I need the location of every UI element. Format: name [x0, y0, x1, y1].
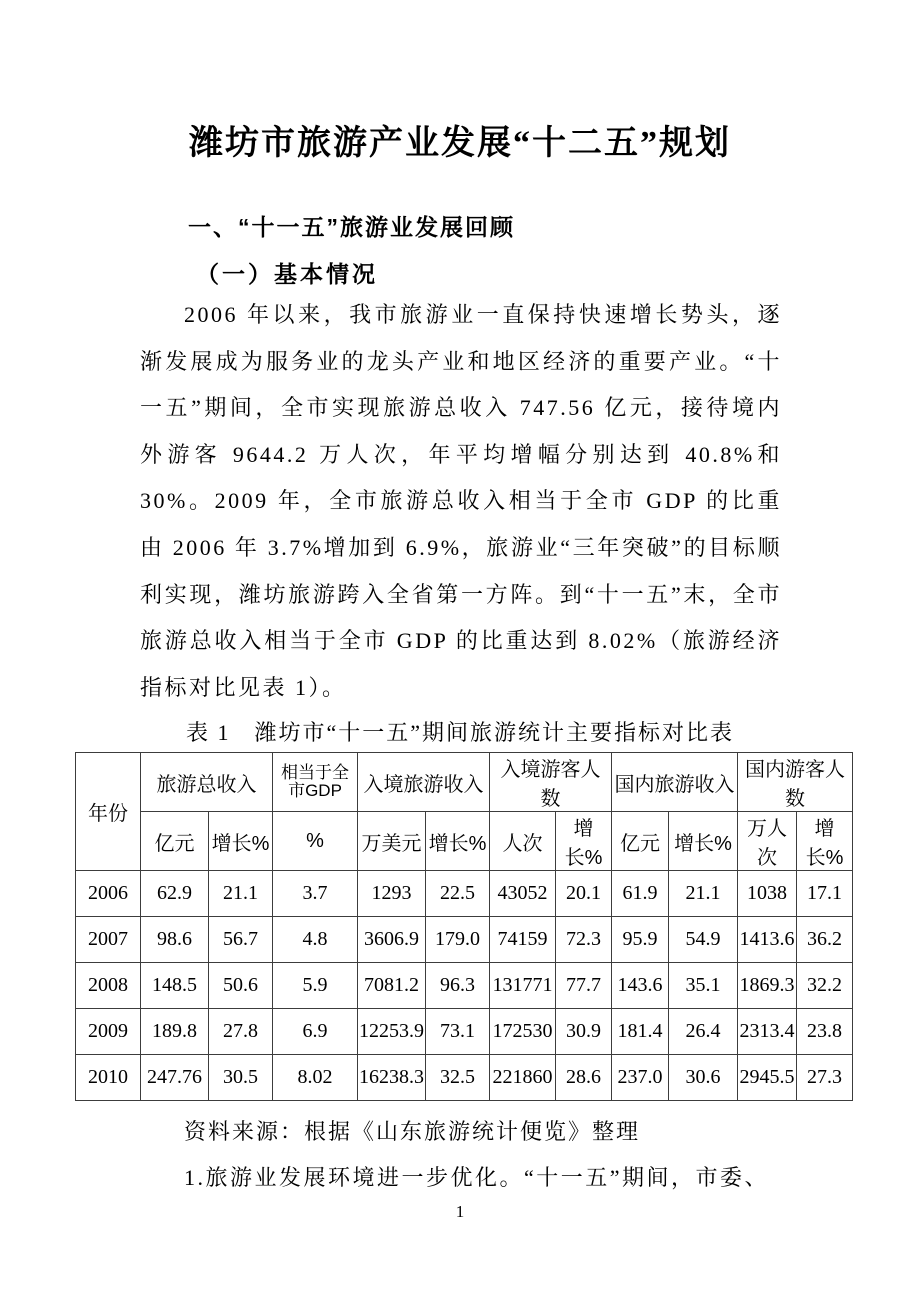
value-cell: 73.1	[426, 1009, 490, 1055]
value-cell: 143.6	[612, 963, 669, 1009]
sub-heading: （一）基本情况	[196, 262, 378, 287]
value-cell: 8.02	[273, 1055, 358, 1101]
value-cell: 62.9	[141, 871, 209, 917]
value-cell: 17.1	[797, 871, 853, 917]
col-header-domestic-revenue: 国内旅游收入	[612, 753, 738, 812]
unit-header: 增长%	[556, 812, 612, 871]
value-cell: 61.9	[612, 871, 669, 917]
table-row	[76, 963, 853, 1009]
value-cell: 12253.9	[358, 1009, 426, 1055]
unit-header: 万美元	[358, 812, 426, 871]
year-cell: 2007	[76, 917, 141, 963]
value-cell: 74159	[490, 917, 556, 963]
value-cell: 21.1	[209, 871, 273, 917]
value-cell: 27.3	[797, 1055, 853, 1101]
value-cell: 32.5	[426, 1055, 490, 1101]
unit-header: 亿元	[141, 812, 209, 871]
value-cell: 28.6	[556, 1055, 612, 1101]
unit-header: 增长%	[426, 812, 490, 871]
col-header-year: 年份	[76, 753, 141, 871]
value-cell: 54.9	[669, 917, 738, 963]
value-cell: 131771	[490, 963, 556, 1009]
value-cell: 237.0	[612, 1055, 669, 1101]
value-cell: 148.5	[141, 963, 209, 1009]
value-cell: 27.8	[209, 1009, 273, 1055]
value-cell: 72.3	[556, 917, 612, 963]
value-cell: 181.4	[612, 1009, 669, 1055]
value-cell: 36.2	[797, 917, 853, 963]
value-cell: 56.7	[209, 917, 273, 963]
value-cell: 2313.4	[738, 1009, 797, 1055]
source-note: 资料来源：根据《山东旅游统计便览》整理	[184, 1119, 641, 1145]
col-header-inbound-revenue: 入境旅游收入	[358, 753, 490, 812]
unit-header: 增长%	[669, 812, 738, 871]
unit-header: 增长%	[209, 812, 273, 871]
value-cell: 30.6	[669, 1055, 738, 1101]
value-cell: 30.9	[556, 1009, 612, 1055]
col-header-gdp-share: 相当于全市GDP	[273, 753, 358, 812]
table-row	[76, 1009, 853, 1055]
value-cell: 172530	[490, 1009, 556, 1055]
table-row	[76, 871, 853, 917]
value-cell: 3.7	[273, 871, 358, 917]
value-cell: 30.5	[209, 1055, 273, 1101]
year-cell: 2009	[76, 1009, 141, 1055]
year-cell: 2010	[76, 1055, 141, 1101]
page-number: 1	[455, 1202, 465, 1221]
unit-header: %	[273, 812, 358, 871]
value-cell: 26.4	[669, 1009, 738, 1055]
stats-table	[75, 752, 853, 1101]
value-cell: 247.76	[141, 1055, 209, 1101]
value-cell: 32.2	[797, 963, 853, 1009]
value-cell: 6.9	[273, 1009, 358, 1055]
value-cell: 2945.5	[738, 1055, 797, 1101]
body-paragraph: 2006 年以来，我市旅游业一直保持快速增长势头，逐渐发展成为服务业的龙头产业和地区经济的重要产业。“十一五”期间，全市实现旅游总收入 747.56 亿元，接待境内外游客 9644.2 万人次，年平均增幅分别达到 40.8%和 30%。2009 年，全市旅游总收入相当于全市 GDP 的比重由 2006 年 3.7%增加到 6.9%，旅游业“三年突破”的目标顺利实现，潍坊旅游跨入全省第一方阵。到“十一五”末，全市旅游总收入相当于全市 GDP 的比重达到 8.02%（旅游经济指标对比见表 1）。	[140, 302, 782, 700]
col-header-inbound-visitors: 入境游客人数	[490, 753, 612, 812]
value-cell: 1293	[358, 871, 426, 917]
value-cell: 23.8	[797, 1009, 853, 1055]
value-cell: 95.9	[612, 917, 669, 963]
section-heading: 一、“十一五”旅游业发展回顾	[188, 214, 515, 240]
value-cell: 50.6	[209, 963, 273, 1009]
value-cell: 3606.9	[358, 917, 426, 963]
value-cell: 4.8	[273, 917, 358, 963]
value-cell: 221860	[490, 1055, 556, 1101]
value-cell: 35.1	[669, 963, 738, 1009]
unit-header: 万人次	[738, 812, 797, 871]
value-cell: 98.6	[141, 917, 209, 963]
value-cell: 96.3	[426, 963, 490, 1009]
value-cell: 1869.3	[738, 963, 797, 1009]
value-cell: 1038	[738, 871, 797, 917]
col-header-total-revenue: 旅游总收入	[141, 753, 273, 812]
value-cell: 21.1	[669, 871, 738, 917]
value-cell: 5.9	[273, 963, 358, 1009]
value-cell: 20.1	[556, 871, 612, 917]
value-cell: 1413.6	[738, 917, 797, 963]
unit-header: 人次	[490, 812, 556, 871]
table-row	[76, 917, 853, 963]
year-cell: 2008	[76, 963, 141, 1009]
value-cell: 189.8	[141, 1009, 209, 1055]
value-cell: 16238.3	[358, 1055, 426, 1101]
col-header-domestic-visitors: 国内游客人数	[738, 753, 853, 812]
year-cell: 2006	[76, 871, 141, 917]
unit-header: 亿元	[612, 812, 669, 871]
table-row	[76, 1055, 853, 1101]
stats-table-body	[76, 871, 853, 1101]
value-cell: 179.0	[426, 917, 490, 963]
value-cell: 7081.2	[358, 963, 426, 1009]
value-cell: 43052	[490, 871, 556, 917]
table-caption: 表 1 潍坊市“十一五”期间旅游统计主要指标对比表	[185, 720, 735, 746]
document-title: 潍坊市旅游产业发展“十二五”规划	[189, 125, 731, 162]
unit-header: 增长%	[797, 812, 853, 871]
value-cell: 77.7	[556, 963, 612, 1009]
value-cell: 22.5	[426, 871, 490, 917]
body-paragraph-2: 1.旅游业发展环境进一步优化。“十一五”期间，市委、	[184, 1165, 770, 1191]
